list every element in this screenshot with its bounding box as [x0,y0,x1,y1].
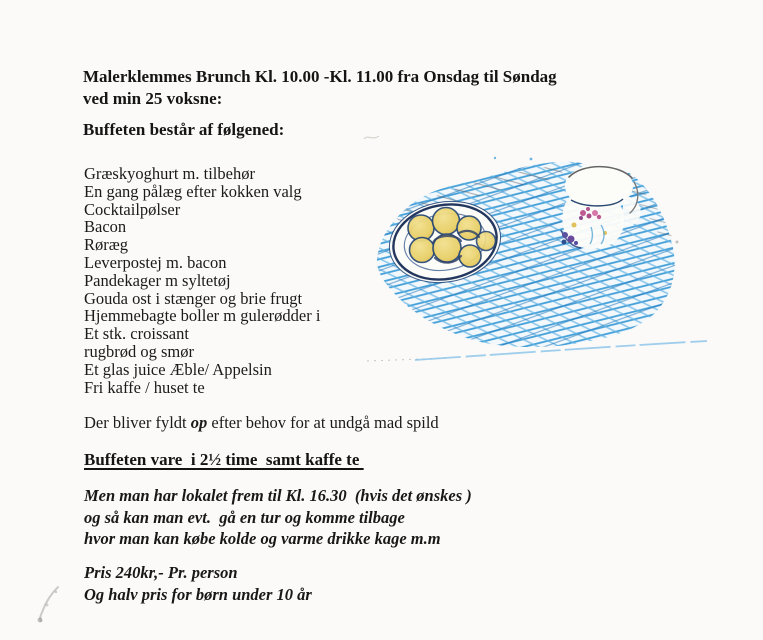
venue-info-line: Men man har lokalet frem til Kl. 16.30 (hvis det ønskes ) [84,486,472,505]
menu-item: Leverpostej m. bacon [84,252,227,272]
menu-item: Røræg [84,235,129,255]
menu-item: Bacon [84,217,127,237]
pencil-mark [362,130,382,144]
price-info [84,562,312,605]
refill-note-prefix: Der bliver fyldt [84,413,191,432]
menu-item-list [84,165,320,396]
menu-title-line1: Malerklemmes Brunch Kl. 10.00 -Kl. 11.00 fra Onsdag til Søndag [83,67,557,86]
breakfast-table-drawing [355,155,715,370]
refill-note-suffix: efter behov for at undgå mad spild [207,413,439,432]
duration-note: Buffeten vare i 2½ time samt kaffe te [84,450,364,469]
menu-item: Et stk. croissant [84,324,189,344]
menu-item: En gang pålæg efter kokken valg [84,181,302,201]
pencil-smudge [20,583,70,633]
price-line: Og halv pris for børn under 10 år [84,584,312,604]
menu-title-line2: ved min 25 voksne: [83,89,223,108]
venue-info-line: hvor man kan købe kolde og varme drikke kage m.m [84,529,441,549]
menu-title [83,66,557,110]
buffet-subheading: Buffeten består af følgened: [83,120,285,139]
menu-item: Cocktailpølser [84,199,181,219]
menu-item: Græskyoghurt m. tilbehør [84,164,255,183]
menu-item: Pandekager m syltetøj [84,270,231,290]
price-line: Pris 240kr,- Pr. person [84,563,238,582]
venue-info [84,485,472,550]
venue-info-line: og så kan man evt. gå en tur og komme tilbage [84,507,405,527]
menu-item: Gouda ost i stænger og brie frugt [84,288,303,308]
refill-note [84,413,439,433]
menu-item: rugbrød og smør [84,341,194,361]
menu-item: Hjemmebagte boller m gulerødder i [84,306,321,326]
menu-item: Fri kaffe / huset te [84,377,205,397]
menu-item: Et glas juice Æble/ Appelsin [84,359,272,379]
refill-note-emphasis: op [190,413,208,432]
